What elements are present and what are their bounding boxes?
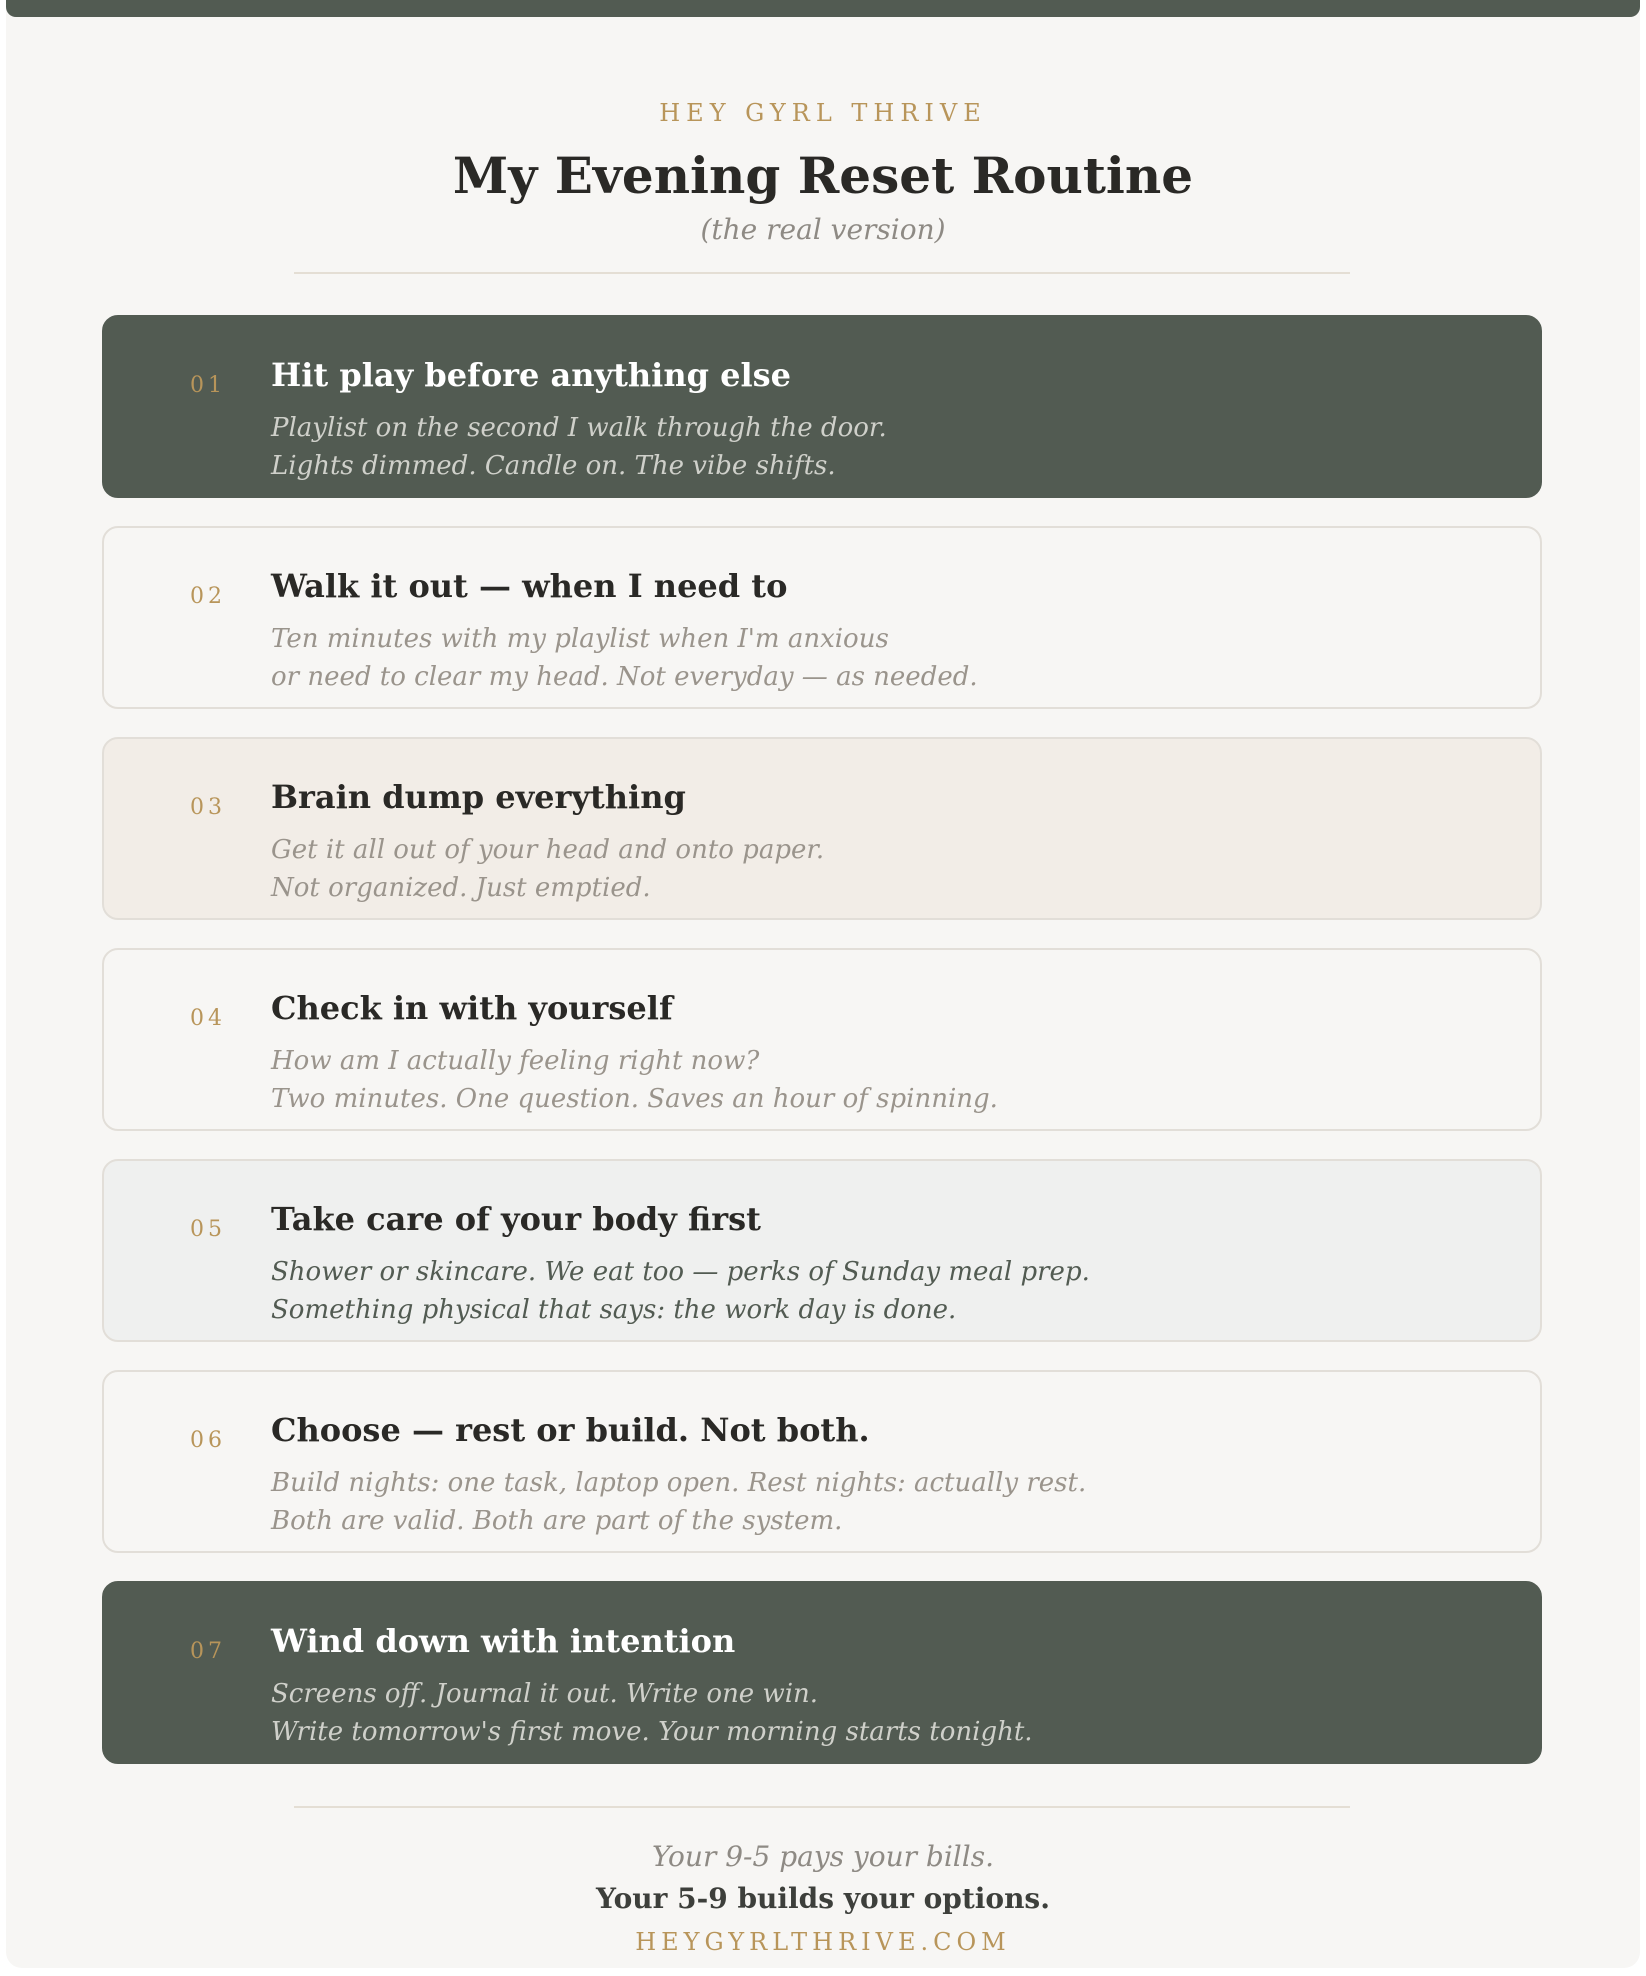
step-description-line: How am I actually feeling right now? — [271, 1046, 760, 1076]
step-description-line: Shower or skincare. We eat too — perks of Sunday meal prep. — [271, 1257, 1090, 1287]
step-card — [102, 1370, 1542, 1553]
step-description-line: Ten minutes with my playlist when I'm anxious — [271, 624, 889, 654]
step-description-line: Something physical that says: the work day is done. — [271, 1295, 957, 1325]
step-number: 05 — [190, 1217, 226, 1242]
step-title: Wind down with intention — [271, 1622, 736, 1660]
step-description-line: Get it all out of your head and onto paper. — [271, 835, 825, 865]
routine-page — [6, 0, 1640, 1968]
step-description — [271, 1042, 998, 1118]
step-description-line: Playlist on the second I walk through the door. — [271, 413, 887, 443]
step-description — [271, 1253, 1090, 1329]
step-description-line: Not organized. Just emptied. — [271, 873, 651, 903]
brand-name: HEY GYRL THRIVE — [659, 99, 987, 127]
header — [6, 96, 1640, 250]
step-card — [102, 1581, 1542, 1764]
step-number: 01 — [190, 373, 226, 398]
step-description-line: Screens off. Journal it out. Write one win. — [271, 1679, 819, 1709]
step-number: 03 — [190, 795, 226, 820]
step-card — [102, 1159, 1542, 1342]
step-card — [102, 315, 1542, 498]
step-description-line: Build nights: one task, laptop open. Rest nights: actually rest. — [271, 1468, 1087, 1498]
step-title: Choose — rest or build. Not both. — [271, 1411, 870, 1449]
step-description-line: Both are valid. Both are part of the system. — [271, 1506, 843, 1536]
step-title: Brain dump everything — [271, 778, 686, 816]
step-number: 04 — [190, 1006, 226, 1031]
page-title: My Evening Reset Routine — [452, 146, 1194, 205]
step-title: Take care of your body first — [271, 1200, 761, 1238]
step-card — [102, 737, 1542, 920]
page-subtitle: (the real version) — [700, 213, 946, 246]
step-title: Hit play before anything else — [271, 356, 791, 394]
step-description — [271, 831, 824, 907]
footer — [6, 1836, 1640, 1964]
step-number: 02 — [190, 584, 226, 609]
footer-divider — [294, 1806, 1350, 1808]
footer-tagline-bills: Your 9-5 pays your bills. — [652, 1840, 994, 1873]
step-title: Walk it out — when I need to — [271, 567, 788, 605]
step-number: 06 — [190, 1428, 226, 1453]
step-card — [102, 526, 1542, 709]
top-accent-bar — [6, 0, 1640, 17]
step-card — [102, 948, 1542, 1131]
step-description-line: Lights dimmed. Candle on. The vibe shifts. — [271, 451, 836, 481]
step-number: 07 — [190, 1639, 226, 1664]
header-divider — [294, 272, 1350, 274]
steps-list — [102, 315, 1542, 1792]
step-description — [271, 1464, 1086, 1540]
step-description-line: or need to clear my head. Not everyday — as needed. — [271, 662, 978, 692]
step-description-line: Two minutes. One question. Saves an hour of spinning. — [271, 1084, 998, 1114]
step-description-line: Write tomorrow's first move. Your morning starts tonight. — [271, 1717, 1033, 1747]
step-title: Check in with yourself — [271, 989, 673, 1027]
footer-website: HEYGYRLTHRIVE.COM — [635, 1928, 1011, 1956]
step-description — [271, 620, 978, 696]
step-description — [271, 409, 887, 485]
step-description — [271, 1675, 1033, 1751]
footer-tagline-options: Your 5-9 builds your options. — [596, 1882, 1050, 1915]
